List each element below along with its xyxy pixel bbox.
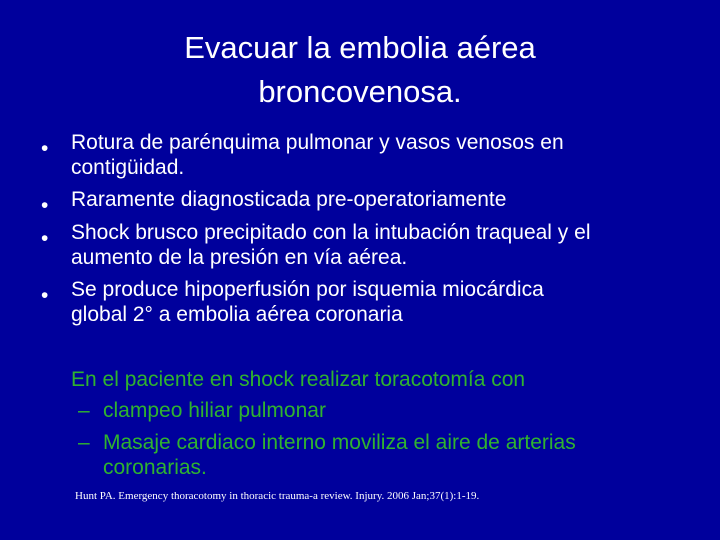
bullet-text: contigüidad.: [71, 156, 185, 179]
citation: Hunt PA. Emergency thoracotomy in thoracic trauma-a review. Injury. 2006 Jan;37(1):1-19.: [75, 490, 480, 502]
dash-marker: –: [78, 431, 90, 454]
sub-item-text: Masaje cardiaco interno moviliza el aire de arterias: [103, 431, 576, 454]
bullet-marker: •: [41, 194, 49, 217]
bullet-text: global 2° a embolia aérea coronaria: [71, 303, 403, 326]
slide-title-line-2: broncovenosa.: [258, 74, 462, 109]
green-intro: En el paciente en shock realizar toracotomía con: [71, 368, 526, 391]
sub-item-text: clampeo hiliar pulmonar: [103, 399, 326, 422]
bullet-text: Raramente diagnosticada pre-operatoriamente: [71, 188, 507, 211]
bullet-text: Shock brusco precipitado con la intubación traqueal y el: [71, 221, 591, 244]
dash-marker: –: [78, 399, 90, 422]
bullet-marker: •: [41, 284, 49, 307]
bullet-marker: •: [41, 227, 49, 250]
sub-item-text: coronarias.: [103, 456, 207, 479]
bullet-text: aumento de la presión en vía aérea.: [71, 246, 408, 269]
bullet-text: Rotura de parénquima pulmonar y vasos venosos en: [71, 131, 564, 154]
bullet-text: Se produce hipoperfusión por isquemia miocárdica: [71, 278, 544, 301]
bullet-marker: •: [41, 137, 49, 160]
slide-title-line-1: Evacuar la embolia aérea: [184, 30, 536, 65]
